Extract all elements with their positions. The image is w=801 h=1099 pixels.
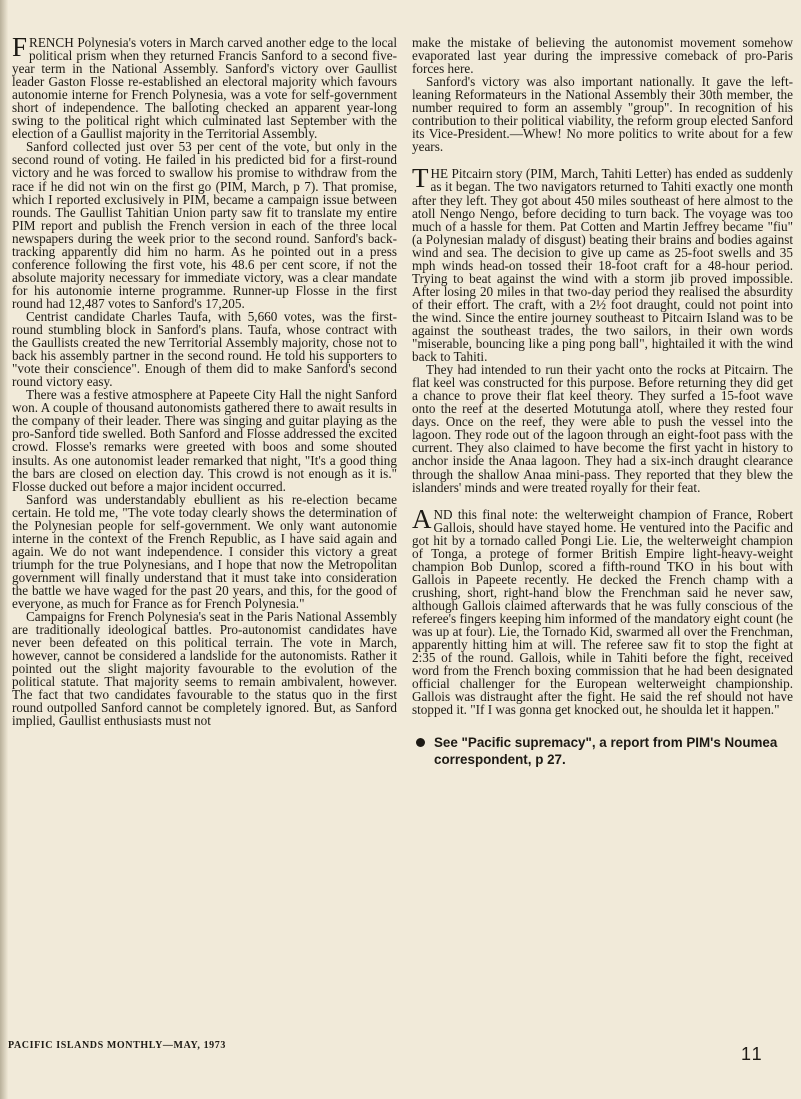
cross-reference-note <box>412 734 793 768</box>
masthead-footer: PACIFIC ISLANDS MONTHLY—MAY, 1973 <box>8 1040 226 1051</box>
note-text: See "Pacific supremacy", a report from PIM's Noumea correspondent, p 27. <box>434 735 778 768</box>
paragraph-text: RENCH Polynesia's voters in March carved another edge to the local political prism when they returned Francis Sanford to a second five-year term in the National Assembly. Sanford's victory over Gaullist leader Gaston Flosse re-established an electoral majority which favours autonomie interne for French Polynesia, was a vote for self-government short of independence. The balloting checked an apparent year-long swing to the political right which culminated last September with the election of a Gaullist majority in the Territorial Assembly. <box>12 35 397 142</box>
paragraph: make the mistake of believing the autonomist movement somehow evaporated last year during the impressive comeback of pro-Paris forces here. <box>412 35 793 77</box>
paragraph: Sanford was understandably ebullient as his re-election became certain. He told me, "The vote today clearly shows the determination of the Polynesian people for self-government. We only want autonomie interne in the context of the French Republic, as I have said again and again. We do not want independence. I consider this victory a great triumph for the true Polynesians, and I hope that now the Metropolitan government will finally understand that it must take into consideration the battle we have waged for the past 20 years, and this, for the good of everyone, as much for France as for French Polynesia." <box>12 491 397 612</box>
paragraph-text: ND this final note: the welterweight champion of France, Robert Gallois, should have stayed home. He ventured into the Pacific and got hit by a tornado called Pongi Lie. Lie, the welterweight champion of Tonga, a protege of former British Empire light-heavy-weight champion Bob Dunlop, scored a fifth-round TKO in his bout with Gallois in Papeete recently. He decked the French champ with a crushing, short, right-hand blow the Frenchman said he never saw, although Gallois claimed afterwards that he was fully conscious of the referee's fingers keeping him informed of the mandatory eight count (he was up at four). Lie, the Tornado Kid, swarmed all over the Frenchman, apparently hitting him at will. The referee saw fit to stop the fight at 2:35 of the round. Gallois, while in Tahiti before the fight, received word from the French boxing commission that he had been designated official challenger for the European welterweight championship. Gallois was distraught after the fight. He said the ref should not have stopped it. "If I was gonna get knocked out, he shoulda let it happen." <box>412 506 793 718</box>
page-gutter-shadow <box>0 0 8 1099</box>
paragraph: Centrist candidate Charles Taufa, with 5,660 votes, was the first-round stumbling block in Sanford's plans. Taufa, whose contract with the Gaullists created the new Territorial Assembly majority, chose not to back his assembly partner in the second round. He told his supporters to "vote their conscience". Enough of them did to make Sanford's second round victory easy. <box>12 308 397 390</box>
paragraph <box>12 32 397 142</box>
drop-cap: A <box>412 503 432 534</box>
left-column <box>12 32 397 729</box>
drop-cap: T <box>412 163 429 194</box>
paragraph: Sanford collected just over 53 per cent of the vote, but only in the second round of voting. He failed in his predicted bid for a first-round victory and he was forced to swallow his promise to withdraw from the race if he did not win on the first go (PIM, March, p 7). That promise, which I reported exclusively in PIM, became a campaign issue between rounds. The Gaullist Tahitian Union party saw fit to translate my entire PIM report and publish the French version in each of the three local newspapers during the week prior to the second round. Sanford's back-tracking apparently did him no harm. As he pointed out in a press conference following the first vote, his 48.6 per cent score, if not the absolute majority necessary for immediate victory, was a clear mandate for his autonomie interne programme. Runner-up Flosse in the first round had 12,487 votes to Sanford's 17,205. <box>12 139 397 311</box>
paragraph: Campaigns for French Polynesia's seat in the Paris National Assembly are traditionally ideological battles. Pro-autonomist candidates have never been defeated on this political terrain. The vote in March, however, cannot be considered a landslide for the autonomists. Rather it pointed out the slight majority favourable to the evolution of the political statute. That majority seems to remain ambivalent, however. The fact that two candidates favourable to the status quo in the first round outpolled Sanford cannot be completely ignored. But, as Sanford implied, Gaullist enthusiasts must not <box>12 609 397 729</box>
right-column <box>412 36 793 768</box>
paragraph: They had intended to run their yacht onto the rocks at Pitcairn. The flat keel was constructed for this purpose. Before returning they did get a chance to prove their flat keel theory. They surfed a 15-foot wave onto the reef at the deserted Motutunga atoll, where they rested four days. Once on the reef, they were able to push the vessel into the lagoon. They rode out of the lagoon through an eight-foot pass with the current. They also claimed to have become the first yacht in history to anchor inside the Anaa lagoon. They had a six-inch draught clearance through the shallow Anaa mini-pass. They reported that they blew the islanders' minds and were treated royally for their feat. <box>412 362 793 495</box>
drop-cap: F <box>12 32 28 62</box>
paragraph <box>412 503 793 718</box>
paragraph <box>412 163 793 365</box>
bullet-icon <box>416 738 425 747</box>
paragraph: There was a festive atmosphere at Papeete City Hall the night Sanford won. A couple of thousand autonomists gathered there to await results in the company of their leader. There was singing and guitar playing as the pro-Sanford tide swelled. Both Sanford and Flosse addressed the excited crowd. Flosse's remarks were greeted with boos and some shouted insults. As one autonomist leader remarked that night, "It's a good thing the bars are closed on election day. This crowd is not enough as it is." Flosse ducked out before a major incident occurred. <box>12 387 397 494</box>
page-number: 11 <box>741 1044 764 1064</box>
paragraph-text: HE Pitcairn story (PIM, March, Tahiti Letter) has ended as suddenly as it began. The two navigators returned to Tahiti exactly one month after they left. They got about 450 miles southeast of here almost to the atoll Nengo Nengo, before deciding to turn back. The voyage was too much of a hassle for them. Pat Cotten and Martin Jeffrey became "fiu" (a Polynesian malady of disgust) beating their brains and bodies against wind and sea. The decision to give up came as 25-foot swells and 35 mph winds head-on tossed their 18-foot craft for a 48-hour period. Trying to beat against the wind with a storm jib proved impossible. After losing 20 miles in that two-day period they realised the absurdity of their effort. The craft, with a 2½ foot draught, could not point into the wind. Since the entire journey southeast to Pitcairn Island was to be against the southeast trades, the two sailors, in their own words "miserable, bouncing like a ping pong ball", hightailed it with the wind back to Tahiti. <box>412 166 793 365</box>
paragraph: Sanford's victory was also important nationally. It gave the left-leaning Reformateurs in the National Assembly their 30th member, the number required to form an assembly "group". In recognition of his contribution to their political viability, the reform group elected Sanford its Vice-President.—Whew! No more politics to write about for a few years. <box>412 74 793 155</box>
